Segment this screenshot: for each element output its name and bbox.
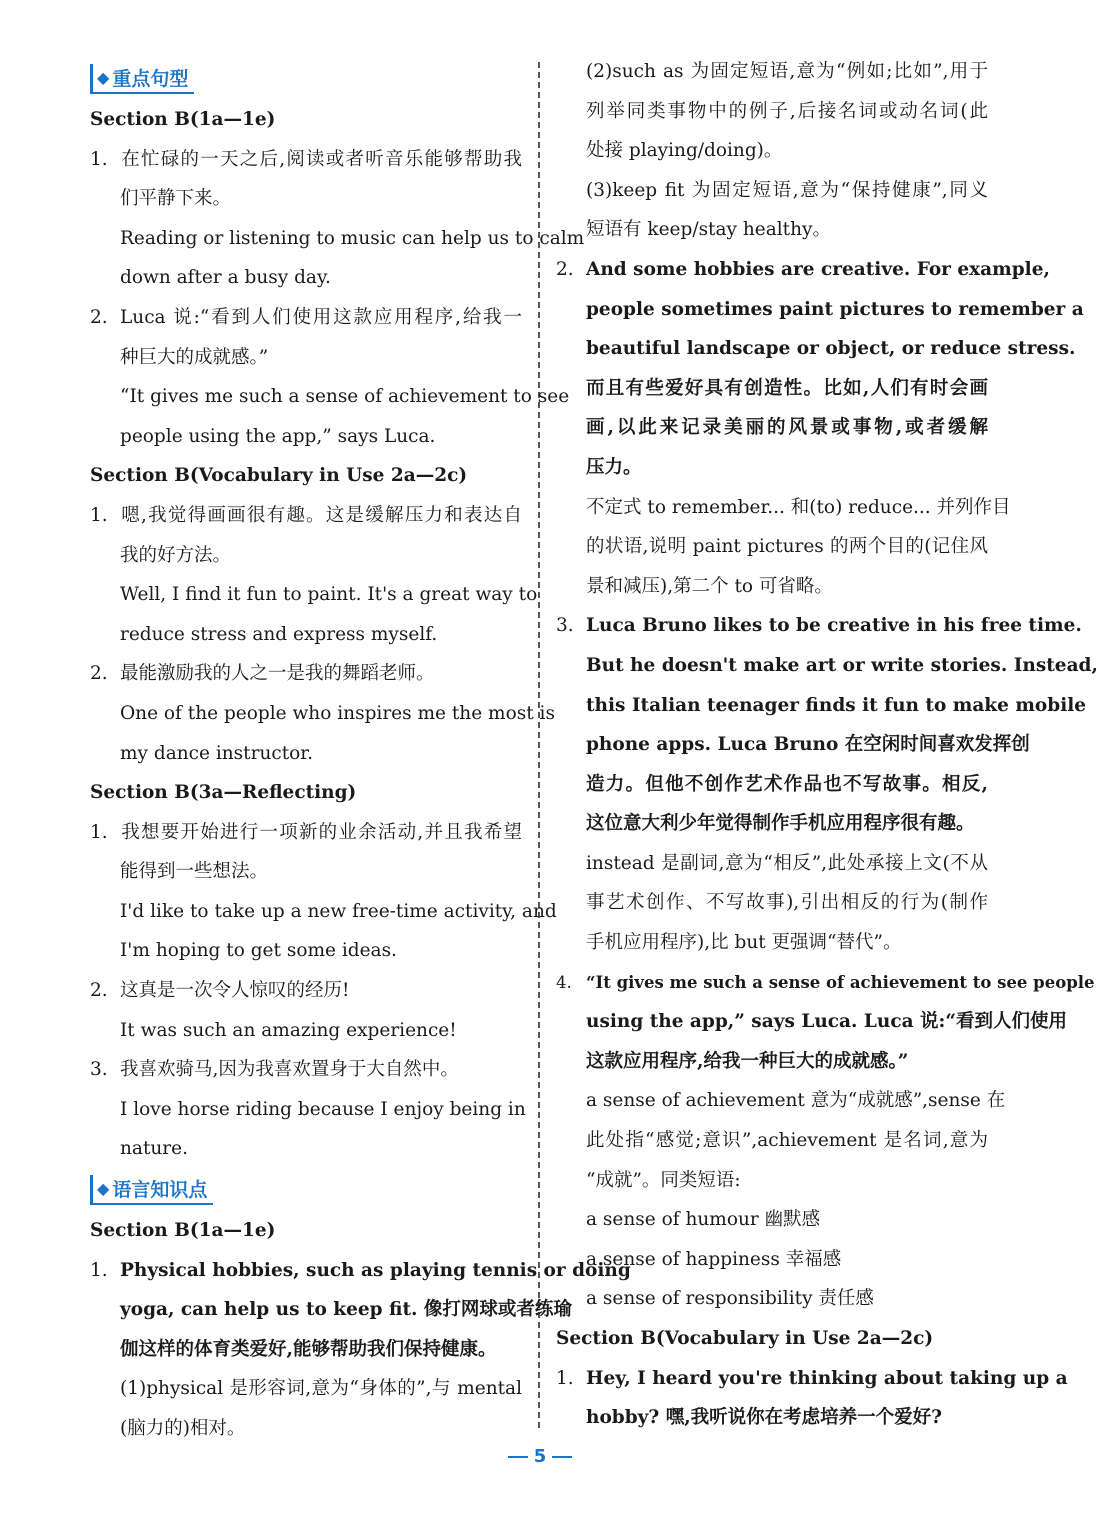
text-line: (3)keep fit 为固定短语,意为“保持健康”,同义 [586, 179, 988, 201]
text-line: I'd like to take up a new free-time activity, and [120, 900, 557, 922]
text-line: “It gives me such a sense of achievement to see [120, 386, 570, 408]
diamond-icon: ◆ [97, 67, 110, 87]
text-line: 3. 我喜欢骑马,因为我喜欢置身于大自然中。 [90, 1050, 522, 1090]
text-line: 短语有 keep/stay healthy。 [586, 219, 831, 241]
text-line: 1. 在忙碌的一天之后,阅读或者听音乐能够帮助我 [90, 140, 522, 180]
text-line: I love horse riding because I enjoy being in [120, 1098, 526, 1120]
text-line: (1)physical 是形容词,意为“身体的”,与 mental [120, 1378, 522, 1400]
item-number: 1. [90, 1259, 108, 1281]
column-divider [538, 62, 540, 1428]
section-title: Section B(Vocabulary in Use 2a—2c) [556, 1328, 934, 1349]
text-line: 能得到一些想法。 [120, 861, 269, 883]
text-line: One of the people who inspires me the most is [120, 702, 555, 724]
text-line: 这位意大利少年觉得制作手机应用程序很有趣。 [586, 813, 975, 835]
text-line: 们平静下来。 [120, 188, 232, 210]
text-line: 处接 playing/doing)。 [586, 140, 783, 162]
text-line: 画,以此来记录美丽的风景或事物,或者缓解 [586, 417, 988, 439]
text-line: (2)such as 为固定短语,意为“例如;比如”,用于 [586, 61, 988, 82]
section-title: Section B(Vocabulary in Use 2a—2c) [90, 465, 468, 487]
text-line: 伽这样的体育类爱好,能够帮助我们保持健康。 [120, 1338, 497, 1360]
text-line: phone apps. Luca Bruno 在空闲时间喜欢发挥创 [586, 734, 1030, 756]
text-line: nature. [120, 1138, 188, 1160]
text-line: 景和减压),第二个 to 可省略。 [586, 575, 833, 597]
footer-dash [508, 1456, 528, 1458]
text-line: 列举同类事物中的例子,后接名词或动名词(此 [586, 100, 988, 122]
text-line: 而且有些爱好具有创造性。比如,人们有时会画 [586, 377, 988, 399]
item-number: 4. [556, 972, 572, 992]
text-line: a sense of humour 幽默感 [586, 1209, 821, 1231]
item-number: 1. [90, 148, 108, 170]
item-number: 3. [90, 1059, 108, 1081]
item-number: 2. [90, 663, 108, 685]
text-line: using the app,” says Luca. Luca 说:“看到人们使用 [586, 1011, 1068, 1033]
text-line: my dance instructor. [120, 742, 313, 764]
page-number: 5 [533, 1446, 547, 1467]
diamond-icon: ◆ [97, 1178, 110, 1198]
item-number: 2. [556, 258, 574, 280]
text-line: instead 是副词,意为“相反”,此处承接上文(不从 [586, 852, 988, 874]
text-line: It was such an amazing experience! [120, 1019, 457, 1041]
item-number: 1. [90, 821, 108, 843]
item-number: 2. [90, 980, 108, 1002]
text-line: hobby? 嘿,我听说你在考虑培养一个爱好? [586, 1407, 942, 1429]
text-line: I'm hoping to get some ideas. [120, 940, 397, 962]
text-line: 3. Luca Bruno likes to be creative in his free time. [556, 606, 988, 646]
text-line: 不定式 to remember... 和(to) reduce... 并列作目 [586, 496, 1011, 518]
page-number-footer [0, 1446, 1080, 1467]
right-column [556, 52, 1098, 1438]
text-line: 2. And some hobbies are creative. For example, [556, 250, 988, 290]
text-line: 此处指“感觉;意识”,achievement 是名词,意为 [586, 1130, 988, 1152]
section-title: Section B(1a—1e) [90, 1220, 276, 1242]
item-number: 1. [556, 1367, 574, 1389]
text-line: 4. “It gives me such a sense of achievement to see people [556, 963, 988, 1003]
text-line: 造力。但他不创作艺术作品也不写故事。相反, [586, 773, 988, 795]
text-line: Well, I find it fun to paint. It's a great way to [120, 584, 538, 606]
text-line: a sense of achievement 意为“成就感”,sense 在 [586, 1090, 1006, 1112]
text-line: 2. Luca 说:“看到人们使用这款应用程序,给我一 [90, 298, 522, 338]
footer-dash [552, 1456, 572, 1458]
text-line: a sense of responsibility 责任感 [586, 1288, 874, 1310]
text-line: 压力。 [586, 456, 642, 478]
section-title: Section B(3a—Reflecting) [90, 782, 357, 804]
text-line: 手机应用程序),比 but 更强调“替代”。 [586, 932, 902, 954]
text-line: people using the app,” says Luca. [120, 425, 436, 447]
item-number: 3. [556, 615, 574, 637]
section-heading-key-sentences: ◆ 重点句型 [90, 58, 522, 100]
text-line: But he doesn't make art or write stories. Instead, [586, 654, 1098, 676]
item-number: 1. [90, 504, 108, 526]
text-line: 1. Hey, I heard you're thinking about taking up a [556, 1359, 988, 1399]
text-line: 种巨大的成就感。” [120, 346, 269, 368]
left-column [90, 58, 631, 1449]
text-line: yoga, can help us to keep fit. 像打网球或者练瑜 [120, 1299, 572, 1321]
text-line: 1. 嗯,我觉得画画很有趣。这是缓解压力和表达自 [90, 496, 522, 536]
text-line: 1. Physical hobbies, such as playing tennis or doing [90, 1251, 522, 1291]
item-number: 2. [90, 306, 108, 328]
text-line: 这款应用程序,给我一种巨大的成就感。” [586, 1050, 909, 1072]
text-line: 的状语,说明 paint pictures 的两个目的(记住风 [586, 536, 988, 558]
text-line: 2. 这真是一次令人惊叹的经历! [90, 971, 522, 1011]
section-heading-language-points: ◆ 语言知识点 [90, 1169, 522, 1211]
section-title: Section B(1a—1e) [90, 109, 276, 130]
text-line: down after a busy day. [120, 267, 331, 289]
text-line: 事艺术创作、不写故事),引出相反的行为(制作 [586, 892, 988, 914]
text-line: “成就”。同类短语: [586, 1169, 741, 1191]
text-line: 2. 最能激励我的人之一是我的舞蹈老师。 [90, 654, 522, 694]
text-line: Reading or listening to music can help us to calm [120, 227, 585, 249]
text-line: people sometimes paint pictures to remember a [586, 298, 1084, 320]
text-line: beautiful landscape or object, or reduce stress. [586, 338, 1076, 360]
text-line: 我的好方法。 [120, 544, 232, 566]
text-line: reduce stress and express myself. [120, 623, 438, 645]
text-line: (脑力的)相对。 [120, 1418, 246, 1439]
text-line: this Italian teenager finds it fun to make mobile [586, 694, 1087, 716]
text-line: 1. 我想要开始进行一项新的业余活动,并且我希望 [90, 813, 522, 853]
text-line: a sense of happiness 幸福感 [586, 1248, 842, 1270]
